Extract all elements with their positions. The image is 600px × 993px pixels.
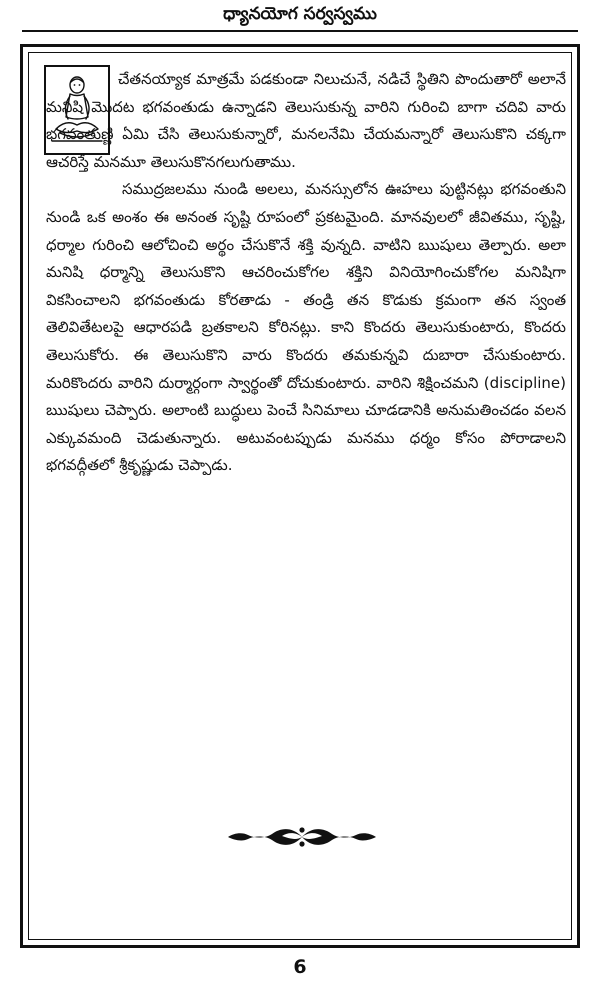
paragraph-1: చేతనయ్యాక మాత్రమే పడకుండా నిలుచునే, నడిచే స్థితిని పొందుతారో అలానే మనిషి మొదట భగవంతుడు ఉన్నాడని తెలుసుకున్న వారిని గురించి బాగా చదివి వారు భగవంతుణ్ణి ఏమి చేసి తెలుసుకున్నారో, మనలనేమి చేయమన్నారో తెలుసుకొని చక్కగా ఆచరిస్తే మనమూ తెలుసుకొనగలుగుతాము.: [46, 70, 566, 171]
decorative-flourish-icon: [222, 824, 382, 850]
body-text: [46, 66, 566, 480]
header-rule: [22, 30, 578, 32]
page-number: 6: [293, 956, 307, 978]
paragraph-2: సముద్రజలము నుండి అలలు, మనస్సులోన ఊహలు పుట్టినట్లు భగవంతుని నుండి ఒక అంశం ఈ అనంత సృష్టి రూపంలో ప్రకటమైంది. మానవులలో జీవితము, సృష్టి, ధర్మాల గురించి ఆలోచించి అర్థం చేసుకొనే శక్తి వున్నది. వాటిని ఋషులు తెల్పారు. అలా మనిషి ధర్మాన్ని తెలుసుకొని ఆచరించుకోగల శక్తిని వినియోగించుకోగల మనిషిగా వికసించాలని భగవంతుడు కోరతాడు - తండ్రి తన కొడుకు క్రమంగా తన స్వంత తెలివితేటలపై ఆధారపడి బ్రతకాలని కోరినట్లు. కాని కొందరు తెలుసుకుంటారు, కొందరు తెలుసుకోరు. ఈ తెలుసుకొని వారు కొందరు తమకున్నవి దుబారా చేసుకుంటారు. మరికొందరు వారిని దుర్మార్గంగా స్వార్థంతో దోచుకుంటారు. వారిని శిక్షించమని (discipline) ఋషులు చెప్పారు. అలాంటి బుద్ధులు పెంచే సినిమాలు చూడడానికి అనుమతించడం వలన ఎక్కువమంది చెడుతున్నారు. అటువంటప్పుడు మనము ధర్మం కోసం పోరాడాలని భగవద్గీతలో శ్రీకృష్ణుడు చెప్పాడు.: [46, 180, 566, 475]
running-title: ధ్యానయోగ సర్వస్వము: [223, 4, 377, 24]
